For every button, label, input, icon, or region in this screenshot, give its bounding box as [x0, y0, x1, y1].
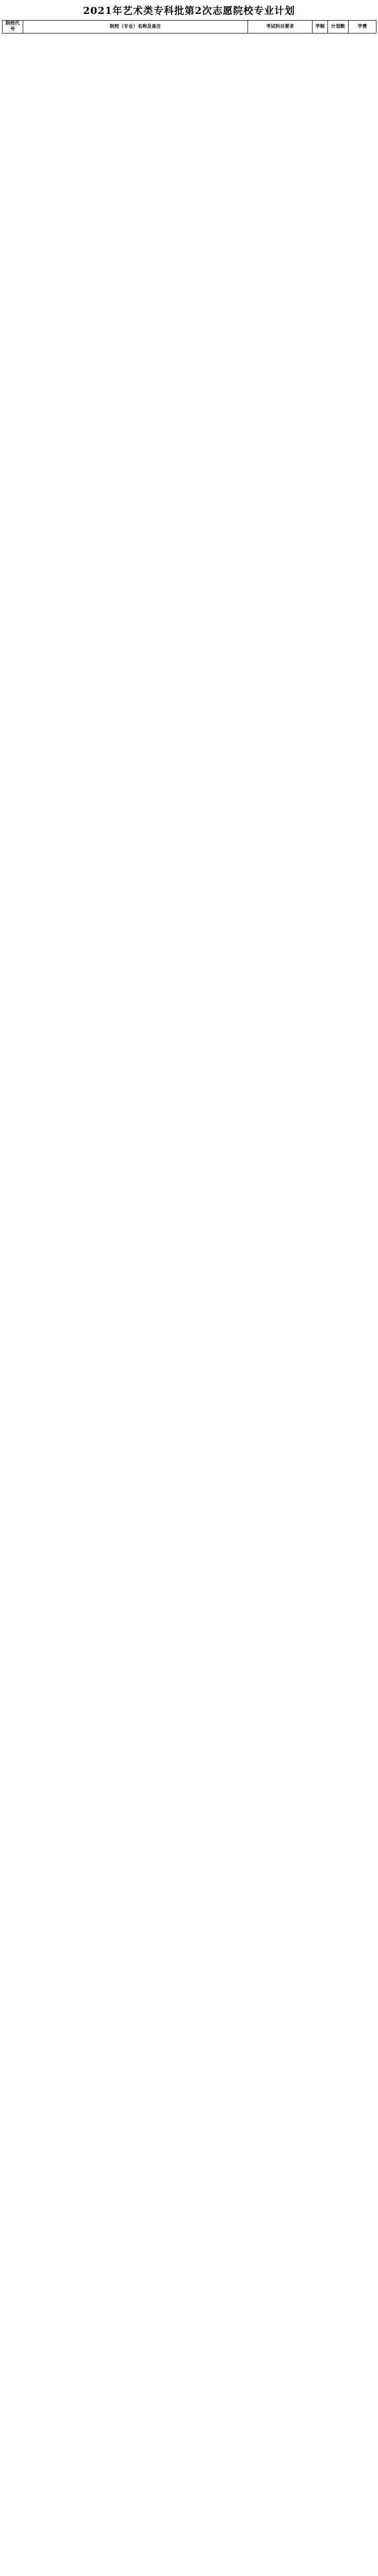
header-plan-count: 计划数 [328, 21, 349, 33]
document-page [0, 0, 378, 38]
table-header-row [3, 21, 376, 33]
header-school-code: 院校代号 [3, 21, 23, 33]
admission-plan-table [2, 20, 376, 33]
header-subject-requirement: 考试科目要求 [248, 21, 313, 33]
header-tuition: 学费 [349, 21, 376, 33]
header-years: 学制 [313, 21, 328, 33]
document-title: 2021年艺术类专科批第2次志愿院校专业计划 [83, 5, 295, 16]
header-school-name: 院校（专业）名称及备注 [23, 21, 248, 33]
